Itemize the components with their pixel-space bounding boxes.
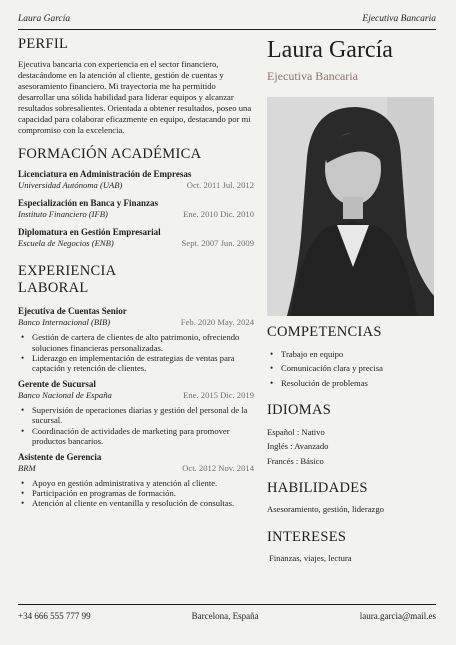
job-dates: Ene. 2015 Dic. 2019 (183, 390, 254, 401)
job-bullet: • Supervisión de operaciones diarias y gestión del personal de la sucursal. (32, 405, 254, 425)
portrait-image (267, 97, 434, 316)
education-item (18, 198, 254, 220)
profile-text: Ejecutiva bancaria con experiencia en el sector financiero, destacándome en la atención al cliente, gestión de cuentas y asesoramiento financiero. Mi trayectoria me ha permitido desarrollar una sólida habilidad para liderar equipos y alcanzar resultados sobresalientes. Orientada a obtener resultados, poseo una capacidad para colaborar eficazmente en equipo, destacando por mi compromiso con la excelencia. (18, 58, 252, 136)
skills-heading: HABILIDADES (267, 480, 368, 497)
language-item: Español : Nativo (267, 426, 325, 437)
candidate-role: Ejecutiva Bancaria (267, 69, 358, 83)
education-title: Diplomatura en Gestión Empresarial (18, 227, 161, 237)
job-item (18, 452, 254, 509)
education-section (18, 146, 254, 249)
footer-city: Barcelona, España (191, 610, 259, 621)
competency-item: • Trabajo en equipo (281, 347, 435, 362)
experience-heading-line2: LABORAL (18, 279, 89, 296)
footer-bar (18, 604, 436, 626)
skills-section (267, 480, 435, 515)
experience-heading (18, 263, 254, 296)
languages-heading: IDIOMAS (267, 402, 332, 419)
job-item (18, 379, 254, 446)
profile-section (18, 36, 254, 136)
education-institution: Universidad Autónoma (UAB) (18, 180, 123, 190)
job-bullet: • Gestión de cartera de clientes de alto patrimonio, ofreciendo soluciones financieras personalizadas. (32, 332, 254, 352)
footer-phone: +34 666 555 777 99 (18, 610, 91, 621)
languages-section (267, 402, 435, 468)
job-title: Ejecutiva de Cuentas Senior (18, 306, 127, 317)
job-title: Gerente de Sucursal (18, 379, 96, 390)
job-bullet: • Coordinación de actividades de marketing para promover productos bancarios. (32, 426, 254, 446)
job-bullet: • Apoyo en gestión administrativa y atención al cliente. (32, 478, 254, 488)
interests-heading: INTERESES (267, 529, 347, 546)
competency-item: • Resolución de problemas (281, 376, 435, 391)
experience-heading-line1: EXPERIENCIA (18, 263, 117, 279)
skills-text: Asesoramiento, gestión, liderazgo (267, 504, 384, 515)
education-title: Especialización en Banca y Finanzas (18, 198, 159, 208)
competencies-heading: COMPETENCIAS (267, 324, 382, 340)
education-title: Licenciatura en Administración de Empresas (18, 169, 192, 179)
job-dates: Oct. 2012 Nov. 2014 (182, 462, 254, 473)
job-item (18, 306, 254, 373)
experience-section (18, 263, 254, 509)
job-bullet: • Participación en programas de formación. (32, 488, 254, 498)
education-institution: Escuela de Negocios (ENB) (18, 238, 114, 248)
job-company: Banco Internacional (BIB) (18, 317, 111, 328)
profile-heading: PERFIL (18, 36, 69, 52)
competencies-list (267, 347, 435, 391)
education-dates: Ene. 2010 Dic. 2010 (183, 209, 254, 219)
left-column (18, 36, 254, 515)
right-column (267, 36, 435, 564)
education-dates: Oct. 2011 Jul. 2012 (186, 180, 254, 190)
profile-photo (267, 97, 434, 316)
top-name: Laura García (18, 13, 71, 24)
footer-email: laura.garcia@mail.es (359, 610, 436, 621)
competencies-section (267, 324, 435, 390)
education-item (18, 227, 254, 249)
job-title: Asistente de Gerencia (18, 451, 102, 462)
top-bar (18, 8, 436, 30)
job-bullets (18, 478, 254, 509)
interests-text: Finanzas, viajes, lectura (269, 552, 352, 563)
education-heading: FORMACIÓN ACADÉMICA (18, 146, 202, 163)
top-role: Ejecutiva Bancaria (362, 13, 436, 24)
candidate-name: Laura García (267, 37, 393, 63)
job-dates: Feb. 2020 May. 2024 (180, 317, 254, 328)
education-item (18, 169, 254, 191)
language-item: Francés : Básico (267, 455, 324, 466)
job-bullet: • Atención al cliente en ventanilla y resolución de consultas. (32, 498, 254, 508)
job-company: BRM (18, 462, 36, 473)
education-dates: Sept. 2007 Jun. 2009 (181, 238, 254, 248)
job-company: Banco Nacional de España (18, 390, 112, 401)
language-item: Inglés : Avanzado (267, 441, 329, 452)
job-bullet: • Liderazgo en implementación de estrategias de ventas para captación y retención de clientes. (32, 353, 254, 373)
education-institution: Instituto Financiero (IFB) (18, 209, 108, 219)
job-bullets (18, 405, 254, 446)
job-bullets (18, 332, 254, 373)
interests-section (267, 529, 435, 564)
competency-item: • Comunicación clara y precisa (281, 361, 435, 376)
